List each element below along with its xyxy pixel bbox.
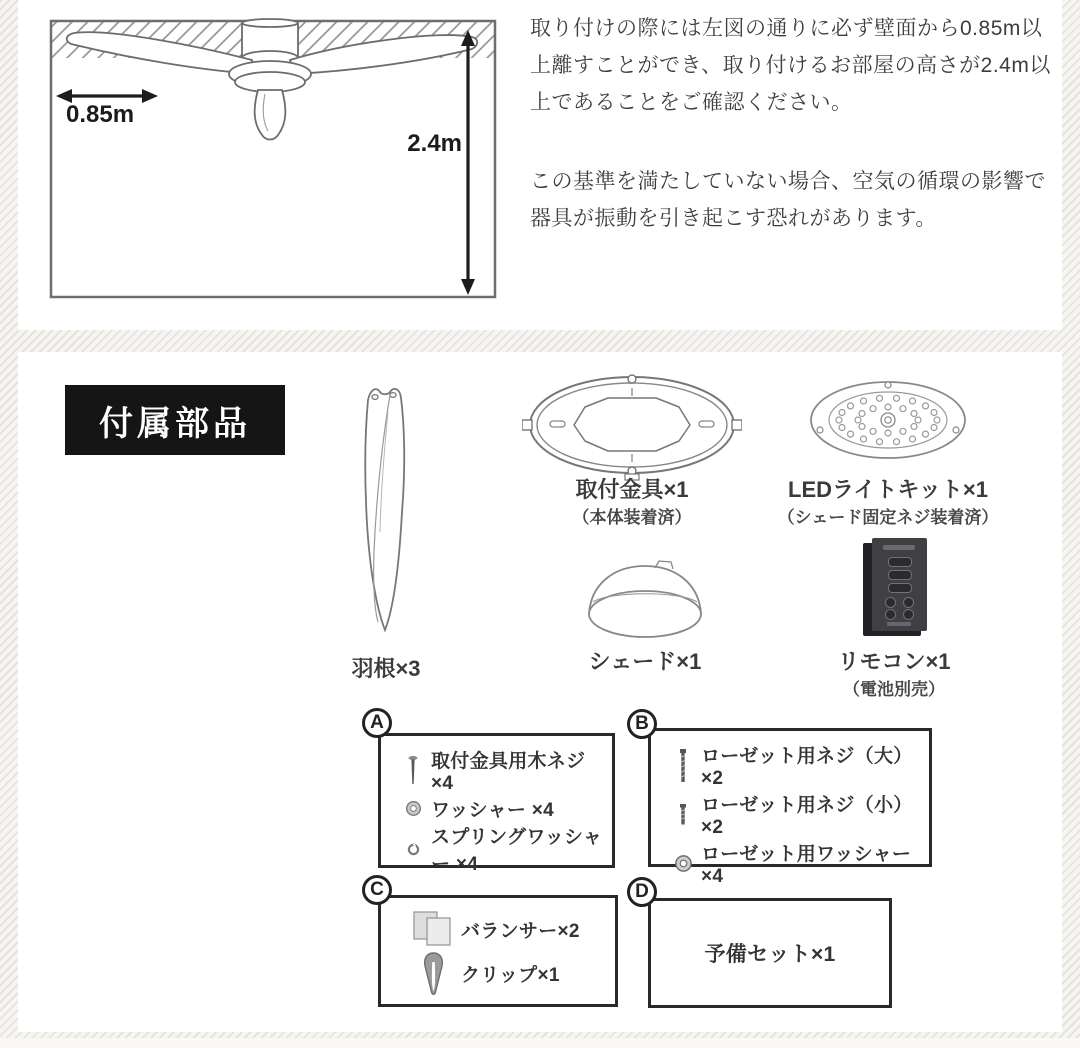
wall-distance-label: 0.85m — [66, 101, 135, 128]
kit-box-a — [378, 733, 615, 875]
kit-box-c — [378, 895, 618, 1007]
kit-b-row-3: ローゼット用ワッシャー×4 — [665, 839, 923, 888]
kit-a-row-2: ワッシャー ×4 — [395, 795, 606, 822]
spring-washer-icon — [395, 843, 431, 856]
installation-paragraph-1: 取り付けの際には左図の通りに必ず壁面から0.85m以上離すことができ、取り付けるお部屋の高さが2.4m以上であることをご確認ください。 — [530, 17, 1051, 114]
bracket-note: （本体装着済） — [572, 507, 692, 527]
kit-box-b — [648, 728, 932, 887]
kit-box-d — [648, 898, 892, 1008]
installation-section — [18, 0, 1062, 330]
installation-clearance-diagram — [48, 12, 498, 304]
kit-a-row-3: スプリングワッシャー ×4 — [395, 822, 606, 876]
remote-control-drawing — [863, 538, 927, 638]
kit-badge-c: C — [362, 875, 392, 905]
remote-label: リモコン×1 （電池別売） — [814, 648, 974, 701]
remote-button-2 — [888, 570, 912, 580]
remote-button-3 — [888, 583, 912, 593]
installation-text — [530, 10, 1060, 237]
kit-a-row-1: 取付金具用木ネジ ×4 — [395, 746, 606, 795]
kit-d-row-1: 予備セット×1 — [704, 943, 836, 966]
kit-badge-b: B — [627, 709, 657, 739]
washer-icon — [395, 800, 431, 817]
led-light-kit-drawing — [808, 378, 968, 466]
shade-drawing — [585, 556, 705, 644]
kit-badge-a: A — [362, 708, 392, 738]
mounting-bracket-drawing — [522, 370, 742, 482]
remote-button-1 — [888, 557, 912, 567]
installation-paragraph-2: この基準を満たしていない場合、空気の循環の影響で器具が振動を引き起こす恐れがあります。 — [530, 170, 1046, 230]
remote-speaker-ridge — [883, 545, 915, 550]
remote-button-7 — [903, 609, 914, 620]
balancer-icon — [405, 910, 461, 948]
led-kit-note: （シェード固定ネジ装着済） — [777, 507, 999, 527]
kit-c-row-1: バランサー×2 — [405, 910, 609, 948]
rosette-washer-icon — [665, 854, 701, 873]
ceiling-height-arrow — [461, 30, 475, 295]
kit-c-row-2: クリップ×1 — [405, 951, 609, 996]
remote-button-5 — [903, 597, 914, 608]
remote-note: （電池別売） — [843, 679, 945, 699]
remote-button-6 — [885, 609, 896, 620]
fan-blade-drawing — [330, 382, 440, 647]
remote-body-face — [872, 538, 927, 631]
clip-icon — [405, 951, 461, 996]
parts-section-title: 付属部品 — [65, 385, 285, 455]
page-bottom-strip — [0, 1038, 1080, 1048]
shade-label: シェード×1 — [588, 649, 702, 674]
remote-label-bar — [887, 622, 911, 626]
remote-button-4 — [885, 597, 896, 608]
kit-b-row-1: ローゼット用ネジ（大）×2 — [665, 741, 923, 790]
wood-screw-icon — [395, 755, 431, 787]
ceiling-height-label: 2.4m — [407, 130, 462, 157]
rosette-screw-large-icon — [665, 748, 701, 784]
bracket-label: 取付金具×1 （本体装着済） — [552, 476, 712, 529]
kit-badge-d: D — [627, 877, 657, 907]
included-parts-section — [18, 352, 1062, 1032]
blade-label: 羽根×3 — [351, 656, 421, 681]
led-kit-label: LEDライトキット×1 （シェード固定ネジ装着済） — [768, 476, 1008, 529]
rosette-screw-small-icon — [665, 803, 701, 826]
kit-b-row-2: ローゼット用ネジ（小）×2 — [665, 790, 923, 839]
